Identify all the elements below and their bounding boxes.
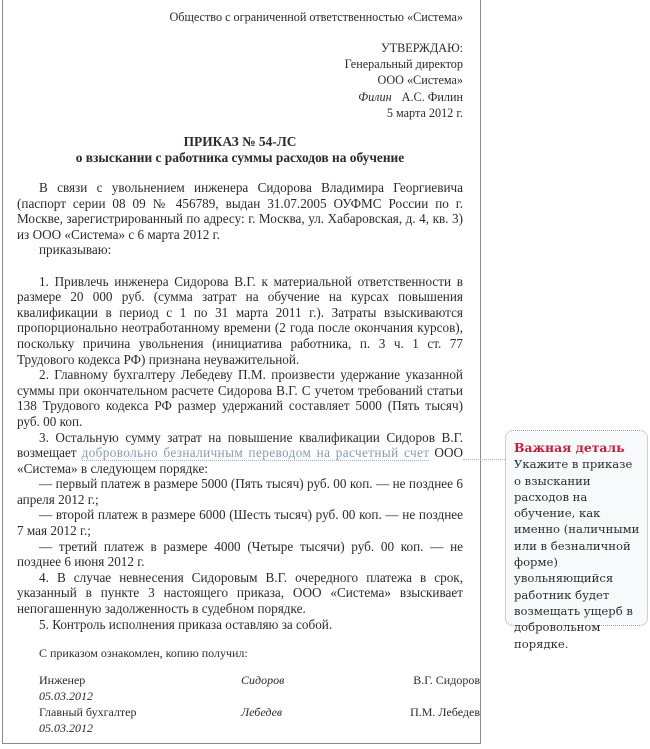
approval-company: ООО «Система»	[377, 73, 463, 88]
order-word: приказываю:	[39, 242, 112, 258]
item-2: 2. Главному бухгалтеру Лебедеву П.М. произвести удержание указанной суммы при окончательном расчете Сидорова В.Г. С учетом требований статьи 138 Трудового кодекса РФ размер удержаний составляет 5000 (Пять тысяч) руб. 00 коп.	[17, 367, 463, 429]
item-5: 5. Контроль исполнения приказа оставляю за собой.	[39, 616, 333, 632]
signatories-block	[39, 672, 480, 736]
spacer	[17, 258, 463, 274]
order-subtitle: о взыскании с работника суммы расходов на обучение	[75, 150, 405, 165]
order-body	[17, 180, 463, 632]
item-3	[17, 430, 463, 477]
approval-position: Генеральный директор	[344, 57, 463, 72]
approval-heading: УТВЕРЖДАЮ:	[381, 41, 463, 55]
signatory-row	[39, 672, 480, 688]
item-3-start: 3. Остальную сумму затрат на повышение квалификации Сидоров В.Г. возмещает	[17, 429, 463, 461]
payment-2: — второй платеж в размере 6000 (Шесть тысяч) руб. 00 коп. — не позднее 7 мая 2012 г.;	[17, 507, 463, 539]
item-1: 1. Привлечь инженера Сидорова В.Г. к материальной ответственности в размере 20 000 руб. (сумма затрат на обучение на курсах повышения квалификации в период с 1 по 31 марта 2011 г.). Затраты взыскиваются пропорционально неотработанному времени (2 года после окончания курсов), поскольку причина увольнения (инициатива работника, п. 3 ч. 1 ст. 77 Трудового кодекса РФ) признана неуважительной.	[17, 273, 463, 367]
payment-3: — третий платеж в размере 4000 (Четыре тысячи) руб. 00 коп. — не позднее 6 июня 2012 г.	[17, 538, 463, 570]
item-4: 4. В случае невнесения Сидоровым В.Г. очередного платежа в срок, указанный в пункте 3 настоящего приказа, ООО «Система» взыскивает непогашенную задолженность в судебном порядке.	[17, 569, 463, 617]
signatory-role: Инженер	[39, 673, 86, 687]
approval-block	[345, 40, 463, 121]
approval-date: 5 марта 2012 г.	[386, 105, 463, 120]
signatory-name: В.Г. Сидоров	[413, 673, 480, 687]
signatory-signature: Лебедев	[241, 705, 283, 719]
note-connector-line	[463, 459, 505, 460]
approval-name: А.С. Филин	[401, 89, 463, 104]
signatory-signature: Сидоров	[241, 673, 285, 687]
intro-paragraph: В связи с увольнением инженера Сидорова Владимира Георгиевича (паспорт серии 08 09 № 456789, выдан 31.07.2005 ОУФМС России по г. Москве, зарегистрированный по адресу: г. Москва, ул. Хабаровская, д. 4, кв. 3) из ООО «Система» с 6 марта 2012 г.	[17, 180, 463, 242]
item-3-end: ООО «Система» в следующем порядке:	[17, 445, 463, 476]
signatory-role: Главный бухгалтер	[39, 705, 137, 719]
side-note-text: Укажите в приказе о взыскании расходов на обучение, как именно (наличными или в безналичной форме) увольняющийся работник будет возмещать ущерб в добровольном порядке.	[514, 457, 640, 651]
signatory-row	[39, 704, 480, 720]
side-note-box	[505, 430, 648, 651]
acknowledgement-line: С приказом ознакомлен, копию получил:	[39, 646, 248, 660]
organization-name: Общество с ограниченной ответственностью «Система»	[169, 10, 463, 24]
approval-signature-line	[345, 89, 463, 105]
signatory-date: 05.03.2012	[39, 721, 93, 735]
order-title: ПРИКАЗ № 54-ЛС	[183, 134, 297, 149]
highlighted-payment-method: добровольно безналичным переводом на расчетный счет	[81, 445, 430, 461]
order-title-block	[17, 134, 463, 166]
payment-1: — первый платеж в размере 5000 (Пять тысяч) руб. 00 коп. — не позднее 6 апреля 2012 г.;	[17, 476, 463, 507]
signatory-name: П.М. Лебедев	[410, 705, 480, 719]
signatory-date: 05.03.2012	[39, 689, 93, 703]
side-note-title: Важная деталь	[514, 440, 625, 455]
approval-signature: Филин	[358, 89, 392, 104]
